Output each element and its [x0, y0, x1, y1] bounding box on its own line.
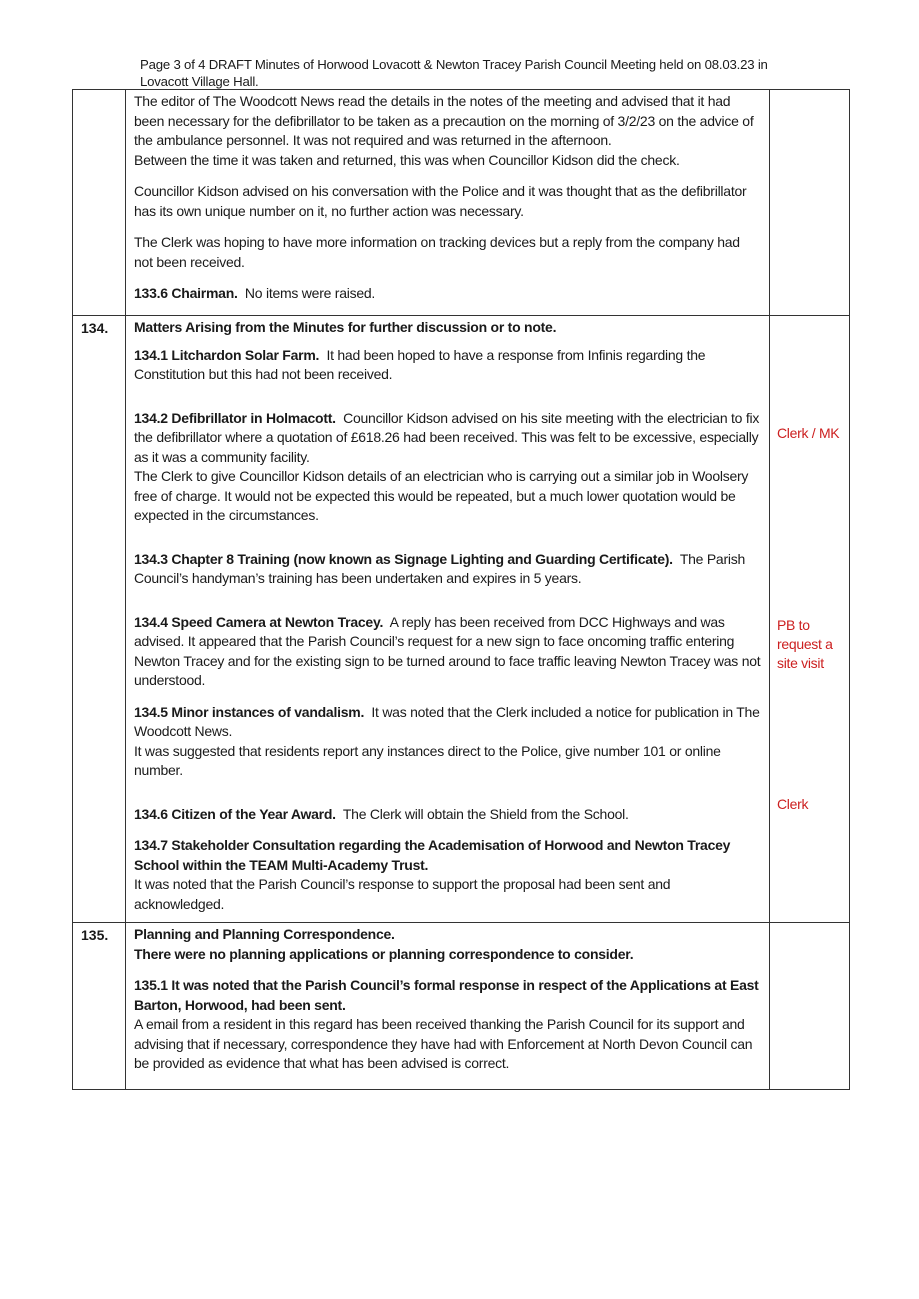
action-line: PB to: [777, 617, 810, 633]
action-clerk: Clerk: [777, 796, 809, 812]
paragraph-tracking: The Clerk was hoping to have more information on tracking devices but a reply from the company had not been received.: [134, 234, 740, 270]
item-text: It had been hoped to have a response from Infinis regarding the Constitution but this had not been received.: [134, 346, 706, 382]
item-133-6: [134, 284, 762, 304]
row-action-cell: [770, 923, 850, 1090]
item-134-6: [134, 805, 762, 825]
action-pb-site-visit: [777, 616, 833, 673]
row-134: [73, 316, 850, 923]
action-clerk-mk: Clerk / MK: [777, 425, 840, 441]
item-heading: 134.4 Speed Camera at Newton Tracey.: [134, 613, 384, 630]
row-135: [73, 923, 850, 1090]
item-text: The Clerk will obtain the Shield from the School.: [342, 805, 629, 822]
action-line: request a: [777, 636, 833, 652]
page-header: [140, 56, 780, 90]
item-text: The Parish Council’s handyman’s training has been undertaken and expires in 5 years.: [134, 550, 746, 586]
item-134-3: [134, 550, 762, 589]
item-text-2: It was suggested that residents report any instances direct to the Police, give number 101 or online number.: [134, 742, 721, 778]
item-text-2: The Clerk to give Councillor Kidson details of an electrician who is carrying out a similar job in Woolsery free of charge. It would not be expected this would be repeated, but a much lower quotation would be expected in the circumstances.: [134, 468, 749, 523]
item-134-5: [134, 703, 762, 781]
row-number-cell: [73, 90, 126, 316]
item-heading: 134.2 Defibrillator in Holmacott.: [134, 409, 336, 426]
row-title: Matters Arising from the Minutes for further discussion or to note.: [134, 319, 557, 335]
row-action-cell: [770, 90, 850, 316]
item-134-2: [134, 409, 762, 526]
row-number-cell: 135.: [73, 923, 126, 1090]
item-text: Councillor Kidson advised on his site meeting with the electrician to fix the defibrillator where a quotation of £618.26 had been received. This was felt to be excessive, especially as it was a community facility.: [134, 409, 760, 465]
row-body-cell: [126, 316, 770, 923]
row-subtitle: There were no planning applications or planning correspondence to consider.: [134, 945, 634, 962]
row-action-cell: [770, 316, 850, 923]
item-134-4: [134, 613, 762, 691]
row-body-cell: [126, 90, 770, 316]
item-text: It was noted that the Clerk included a notice for publication in The Woodcott News.: [134, 703, 760, 739]
item-heading: 134.1 Litchardon Solar Farm.: [134, 346, 320, 363]
item-134-1: [134, 346, 762, 385]
item-text: A reply has been received from DCC Highways and was advised. It appeared that the Parish Council’s request for a new sign to face oncoming traffic entering Newton Tracey and for the existing sign to be turned around to face traffic leaving Newton Tracey was not understood.: [134, 613, 761, 688]
item-heading: 134.5 Minor instances of vandalism.: [134, 703, 365, 720]
paragraph-defib-taken: The editor of The Woodcott News read the details in the notes of the meeting and advised that it had been necessary for the defibrillator to be taken as a precaution on the morning of 3/2/23 on the advice of the ambulance personnel. It was not required and was returned in the afternoon.: [134, 93, 754, 148]
header-line-1: Page 3 of 4 DRAFT Minutes of Horwood Lovacott & Newton Tracey Parish Council Meeting held on 08.03.23 in: [140, 57, 768, 72]
item-text: No items were raised.: [244, 285, 376, 301]
row-number-cell: 134.: [73, 316, 126, 923]
paragraph-police: Councillor Kidson advised on his conversation with the Police and it was thought that as the defibrillator has its own unique number on it, no further action was necessary.: [134, 183, 747, 219]
item-text: A email from a resident in this regard has been received thanking the Parish Council for its support and advising that if necessary, correspondence they have had with Enforcement at North Devon Council can be provided as evidence that what has been advised is correct.: [134, 1016, 753, 1071]
row-title: Planning and Planning Correspondence.: [134, 926, 395, 942]
item-heading: 134.6 Citizen of the Year Award.: [134, 805, 336, 822]
item-heading: 133.6 Chairman.: [134, 285, 238, 301]
row-133-continued: [73, 90, 850, 316]
item-134-7: [134, 836, 762, 914]
item-heading: 135.1 It was noted that the Parish Council’s formal response in respect of the Applications at East Barton, Horwood, had been sent.: [134, 977, 759, 1013]
minutes-table: [72, 89, 850, 1090]
action-line: site visit: [777, 655, 824, 671]
row-body-cell: [126, 923, 770, 1090]
item-text: It was noted that the Parish Council’s response to support the proposal had been sent and acknowledged.: [134, 876, 671, 912]
item-heading: 134.3 Chapter 8 Training (now known as Signage Lighting and Guarding Certificate).: [134, 550, 673, 567]
header-line-2: Lovacott Village Hall.: [140, 74, 259, 89]
item-heading: 134.7 Stakeholder Consultation regarding the Academisation of Horwood and Newton Tracey School within the TEAM Multi-Academy Trust.: [134, 837, 731, 873]
paragraph-defib-check: Between the time it was taken and returned, this was when Councillor Kidson did the check.: [134, 151, 680, 168]
item-135-1: [134, 976, 762, 1074]
